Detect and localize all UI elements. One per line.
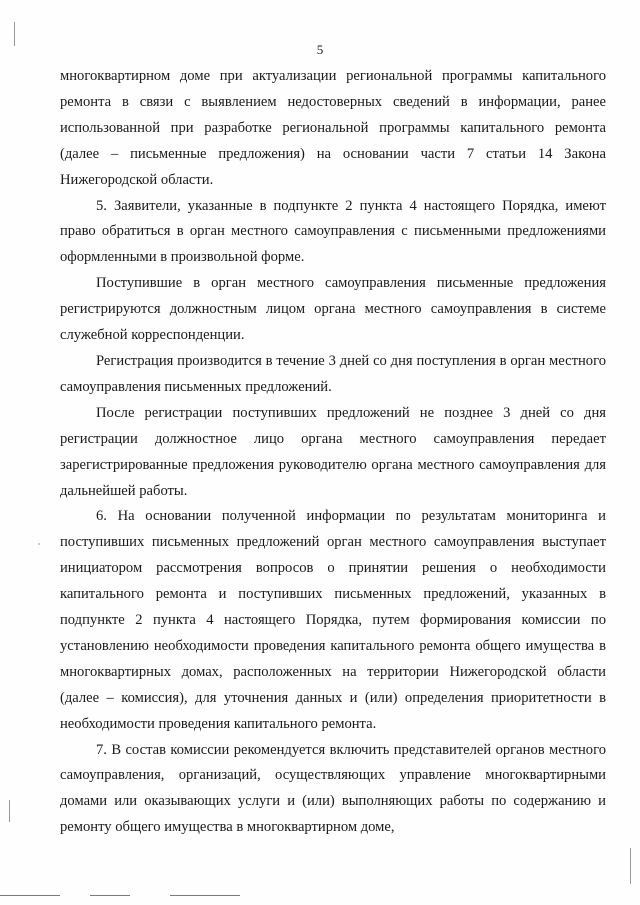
scan-edge-mark-right — [630, 848, 631, 884]
paragraph-registration: Поступившие в орган местного самоуправления письменные предложения регистрируются должностным лицом органа местного самоуправления в системе служебной корреспонденции. — [60, 275, 606, 344]
scan-bottom-line-3 — [170, 895, 240, 896]
scan-bottom-line — [0, 895, 60, 896]
paragraph-item-7: 7. В состав комиссии рекомендуется включить представителей органов местного самоуправления, организаций, осуществляющих управление многоквартирными домами или оказывающих услуги и (или) выполняющих работы по содержанию и ремонту общего имущества в многоквартирном доме, — [60, 741, 606, 836]
paragraph-item-5: 5. Заявители, указанные в подпункте 2 пункта 4 настоящего Порядка, имеют право обратиться в орган местного самоуправления с письменными предложениями оформленными в произвольной форме. — [60, 197, 606, 266]
paragraph-transfer: После регистрации поступивших предложений не позднее 3 дней со дня регистрации должностное лицо органа местного самоуправления передает зарегистрированные предложения руководителю органа местного самоуправления для дальнейшей работы. — [60, 404, 606, 499]
page-number: 5 — [316, 42, 324, 57]
paragraph-item-6: 6. На основании полученной информации по результатам мониторинга и поступивших письменных предложений орган местного самоуправления выступает инициатором рассмотрения вопросов о принятии решения о необходимости капитального ремонта и поступивших письменных предложений, указанных в подпункте 2 пункта 4 настоящего Порядка, путем формирования комиссии по установлению необходимости проведения капитального ремонта общего имущества в многоквартирных домах, расположенных на территории Нижегородской области (далее – комиссия), для уточнения данных и (или) определения приоритетности в необходимости проведения капитального ремонта. — [60, 508, 606, 732]
paragraph-continuation: многоквартирном доме при актуализации региональной программы капитального ремонта в связи с выявлением недостоверных сведений в информации, ранее использованной при разработке региональной программы капитального ремонта (далее – письменные предложения) на основании части 7 статьи 14 Закона Нижегородской области. — [60, 68, 606, 188]
scan-edge-mark-left — [9, 800, 10, 822]
paragraph-registration-term: Регистрация производится в течение 3 дней со дня поступления в орган местного самоуправления письменных предложений. — [60, 352, 606, 395]
document-body — [60, 64, 606, 841]
scan-edge-mark-top — [14, 22, 15, 46]
scan-bottom-line-2 — [90, 895, 130, 896]
scan-dot — [38, 543, 40, 545]
